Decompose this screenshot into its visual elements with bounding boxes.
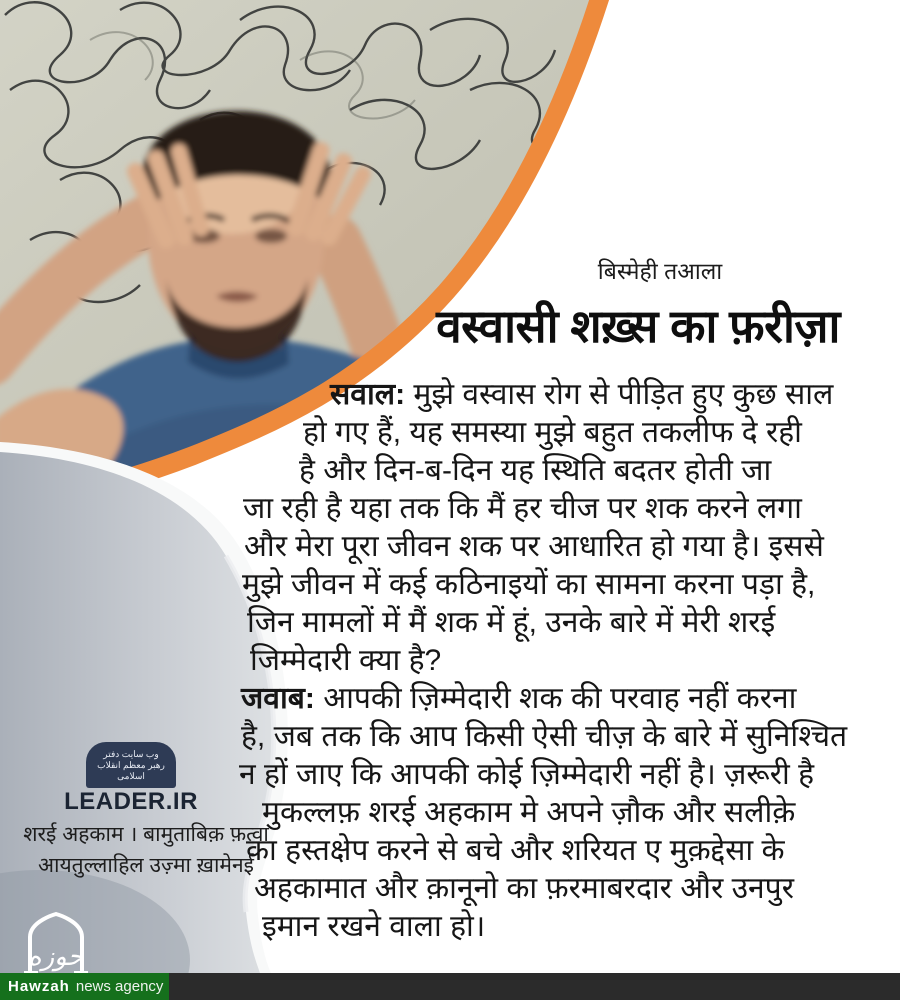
footer-dark-bar — [169, 973, 900, 1000]
question-line: जा रही है यहा तक कि मैं हर चीज पर शक करने लगा — [243, 492, 802, 525]
agency-name-rest: news agency — [75, 978, 164, 995]
hawzah-arabic-logo-text: حوزه — [28, 941, 84, 971]
emblem-text-line1: وب سایت دفتر — [103, 748, 159, 759]
question-line: हो गए हैं, यह समस्या मुझे बहुत तकलीफ दे रही — [303, 416, 802, 449]
question-line: जिम्मेदारी क्या है? — [250, 644, 442, 677]
answer-line: का हस्तक्षेप करने से बचे और शरियत ए मुक़द्देसा के — [246, 834, 785, 867]
poster-title: वस्वासी शख़्स का फ़रीज़ा — [436, 300, 840, 352]
answer-line: अहकामात और क़ानूनो का फ़रमाबरदार और उनपुर — [254, 872, 794, 905]
source-caption-line2: आयतुल्लाहिल उज़्मा ख़ामेनई — [38, 854, 254, 877]
answer-line: मुकल्लफ़ शरई अहकाम मे अपने ज़ौक और सलीक़े — [262, 796, 796, 829]
question-line: है और दिन-ब-दिन यह स्थिति बदतर होती जा — [299, 454, 772, 487]
answer-label: जवाब: — [241, 682, 315, 715]
bismillah-text: बिस्मेही तआला — [597, 258, 723, 284]
hawzah-agency-bar — [0, 973, 169, 1000]
answer-line: है, जब तक कि आप किसी ऐसी चीज़ के बारे में सुनिश्चित — [241, 720, 848, 753]
leader-ir-wordmark: LEADER.IR — [64, 788, 198, 815]
question-label: सवाल: — [330, 378, 406, 411]
question-line: मुझे जीवन में कई कठिनाइयों का सामना करना पड़ा है, — [242, 568, 816, 601]
answer-line: न हों जाए कि आपकी कोई ज़िम्मेदारी नहीं है। ज़रूरी है — [239, 758, 815, 791]
question-line: जिन मामलों में मैं शक में हूं, उनके बारे में मेरी शरई — [247, 606, 776, 639]
source-caption-line1: शरई अहकाम । बामुताबिक़ फ़त्वा — [23, 823, 269, 846]
question-line: सवाल: मुझे वस्वास रोग से पीड़ित हुए कुछ साल — [330, 378, 834, 411]
emblem-text-line2: رهبر معظم انقلاب اسلامی — [97, 759, 165, 781]
question-line: और मेरा पूरा जीवन शक पर आधारित हो गया है। इससे — [244, 530, 824, 563]
agency-name-bold: Hawzah — [8, 978, 70, 995]
leader-office-emblem — [86, 742, 176, 788]
answer-line: जवाब: आपकी ज़िम्मेदारी शक की परवाह नहीं करना — [241, 682, 797, 715]
answer-line: इमान रखने वाला हो। — [262, 910, 486, 943]
